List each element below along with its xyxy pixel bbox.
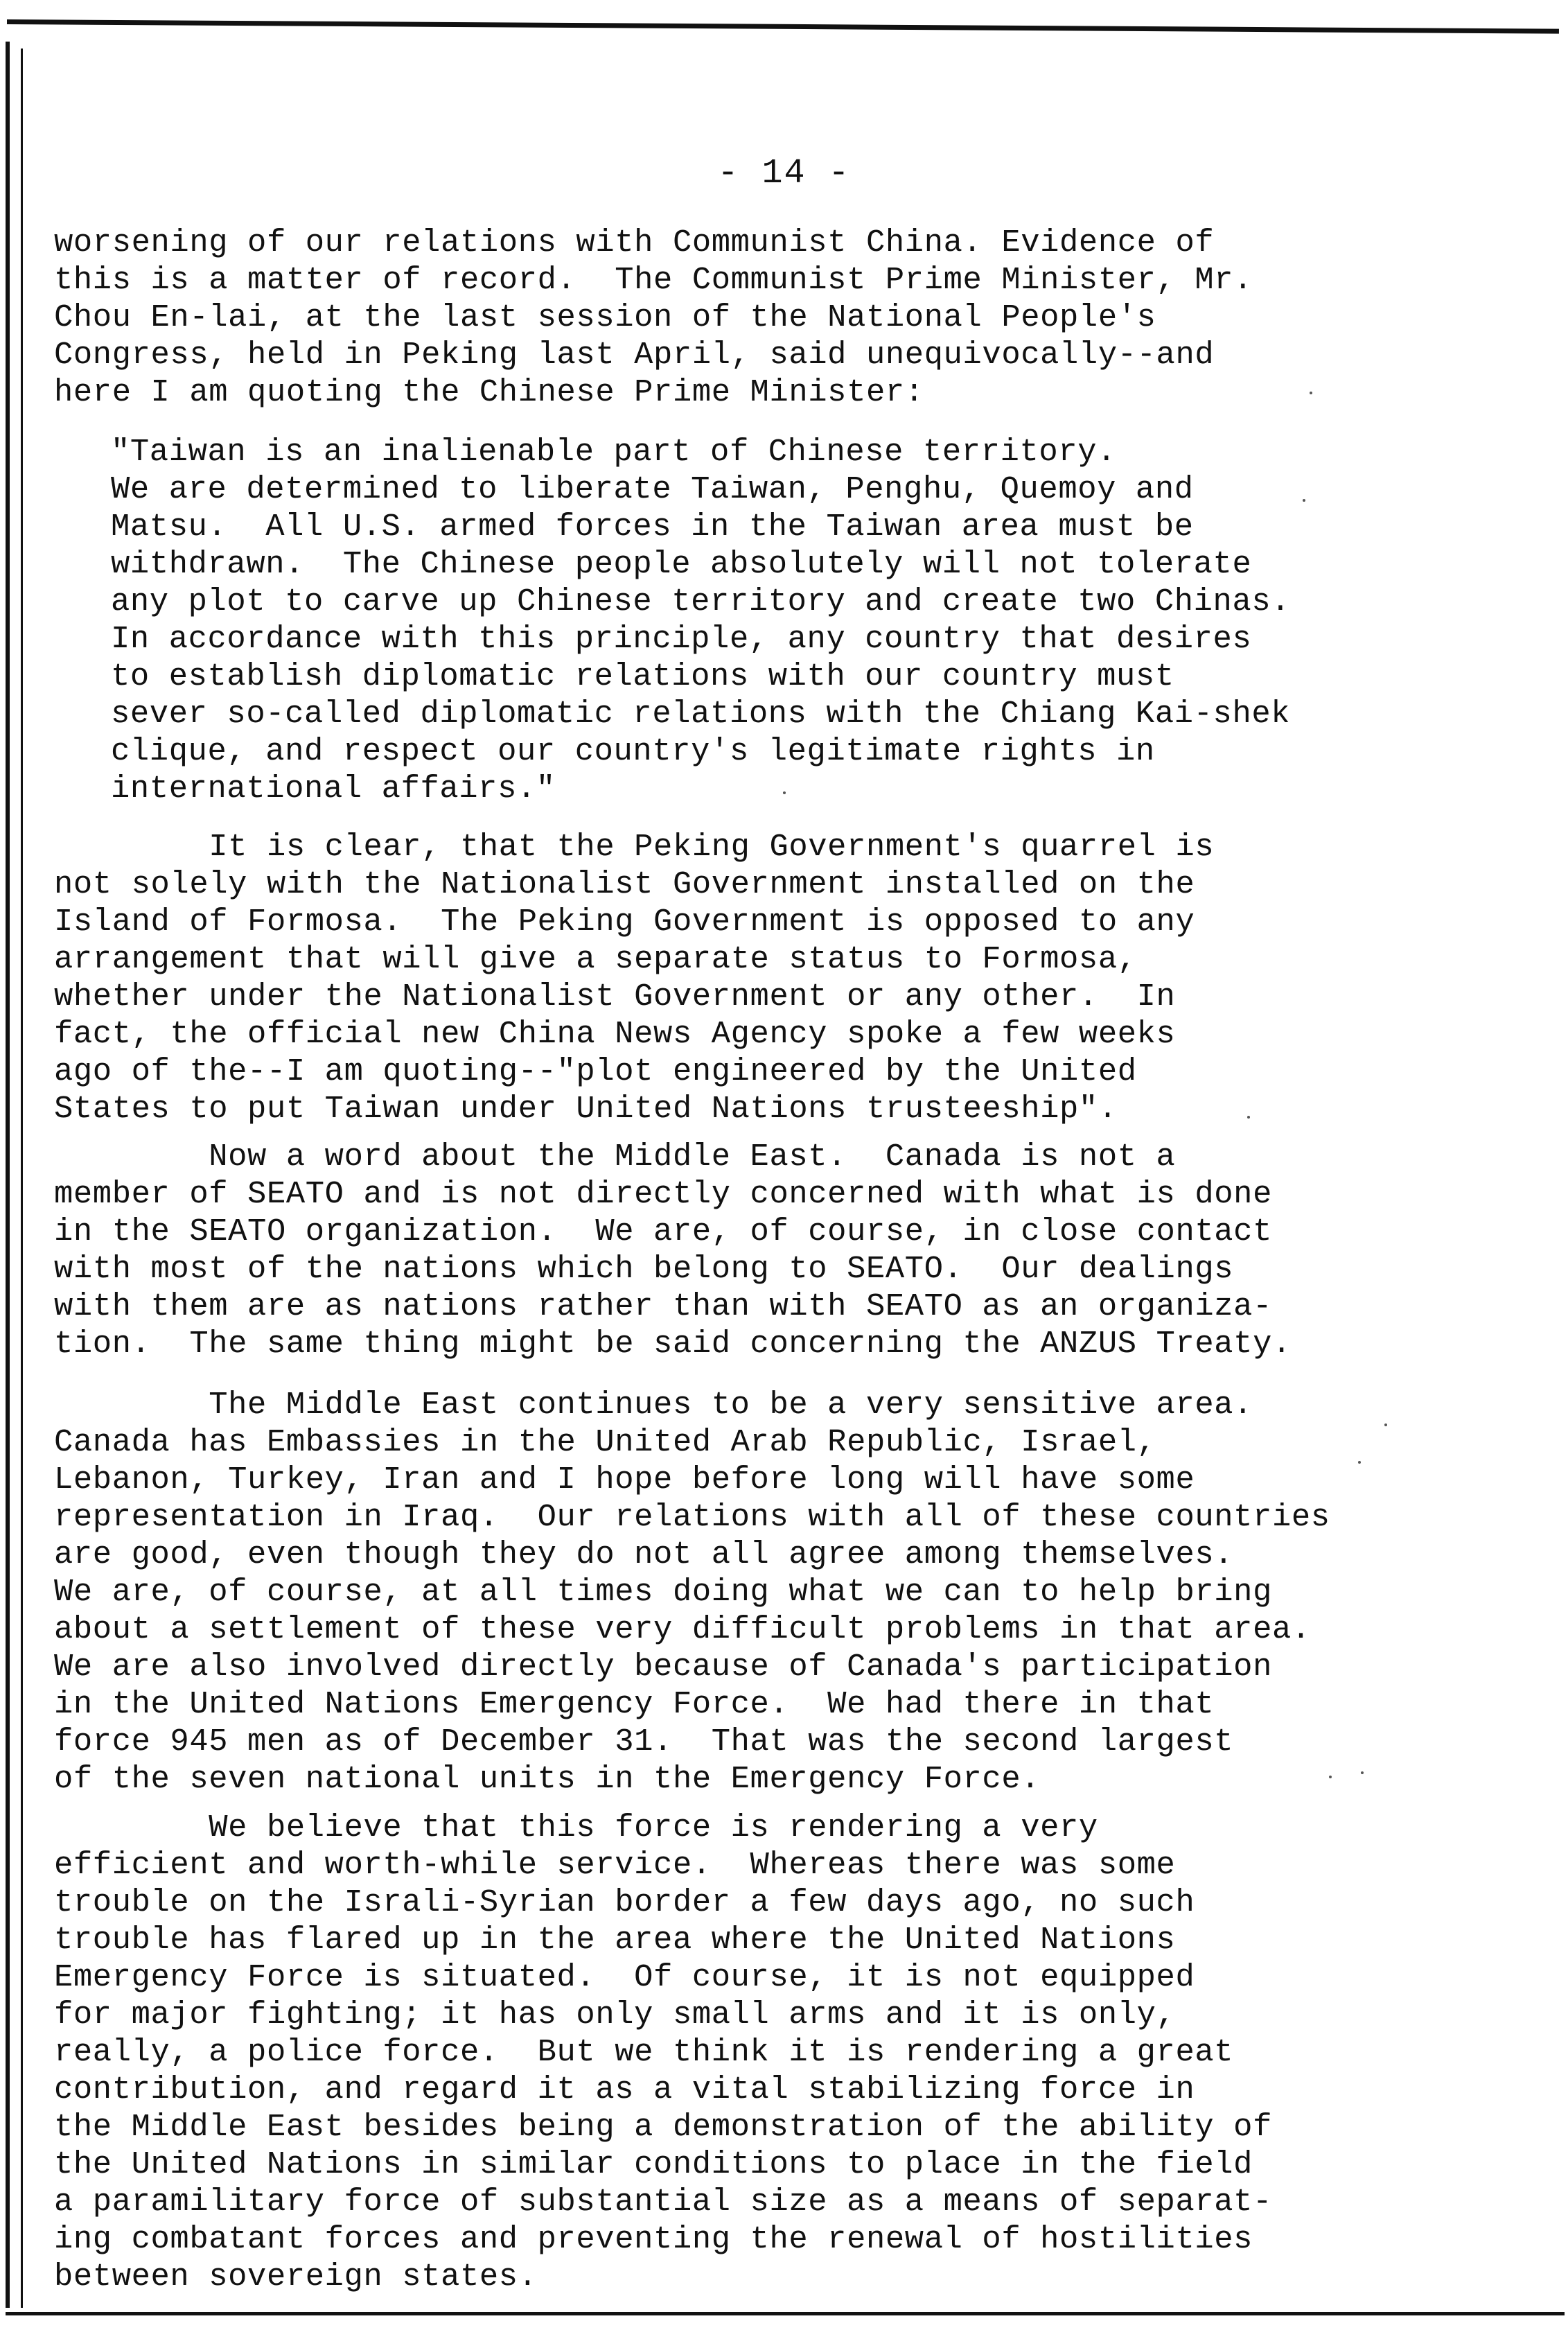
paragraph-continuation: worsening of our relations with Communist China. Evidence of this is a matter of record. The Communist Prime Minister, Mr. Chou En-lai, at the last session of the National People's Congress, held in Peking last April, said unequivocally--and here I am quoting the Chinese Prime Minister: (54, 225, 1253, 410)
paragraph-peking-government: It is clear, that the Peking Government's quarrel is not solely with the Nationalist Government installed on the Island of Formosa. The Peking Government is opposed to any arrangement that will give a separate status to Formosa, whether under the Nationalist Government or any other. In fact, the official new China News Agency spoke a few weeks ago of the--I am quoting--"plot engineered by the United States to put Taiwan under United Nations trusteeship". (54, 829, 1215, 1127)
page-border-left-inner (21, 49, 23, 2308)
page-border-top (7, 19, 1559, 34)
scan-speck (783, 791, 786, 794)
block-quote: "Taiwan is an inalienable part of Chinese territory. We are determined to liberate Taiwan, Penghu, Quemoy and Matsu. All U.S. armed forces in the Taiwan area must be withdrawn. The Chinese people absolutely will not tolerate any plot to carve up Chinese territory and create two Chinas. In accordance with this principle, any country that desires to establish diplomatic relations with our country must sever so-called diplomatic relations with the Chiang Kai-shek clique, and respect our country's legitimate rights in international affairs." (111, 434, 1291, 807)
scan-speck (1310, 392, 1312, 394)
scan-speck (1329, 1776, 1332, 1778)
page-number: - 14 - (717, 154, 851, 193)
paragraph-emergency-force: We believe that this force is rendering a very efficient and worth-while service. Whereas there was some trouble on the Israli-Syrian border a few days ago, no such trouble has flared up in the area where the United Nations Emergency Force is situated. Of course, it is not equipped for major fighting; it has only small arms and it is only, really, a police force. But we think it is rendering a great contribution, and regard it as a vital stabilizing force in the Middle East besides being a demonstration of the ability of the United Nations in similar conditions to place in the field a paramilitary force of substantial size as a means of separat- ing combatant forces and preventing the renewal of hostilities between sovereign states. (54, 1810, 1272, 2295)
scan-speck (1303, 499, 1305, 502)
paragraph-middle-east-sensitive: The Middle East continues to be a very sensitive area. Canada has Embassies in the United Arab Republic, Israel, Lebanon, Turkey, Iran and I hope before long will have some representation in Iraq. Our relations with all of these countries are good, even though they do not all agree among themselves. We are, of course, at all times doing what we can to help bring about a settlement of these very difficult problems in that area. We are also involved directly because of Canada's participation in the United Nations Emergency Force. We had there in that force 945 men as of December 31. That was the second largest of the seven national units in the Emergency Force. (54, 1387, 1330, 1797)
scan-speck (1247, 1116, 1250, 1119)
page-border-left (6, 42, 10, 2308)
scan-speck (1358, 1461, 1361, 1464)
scan-speck (1361, 1771, 1364, 1774)
page-border-bottom (6, 2312, 1565, 2315)
paragraph-middle-east-seato: Now a word about the Middle East. Canada is not a member of SEATO and is not directly concerned with what is done in the SEATO organization. We are, of course, in close contact with most of the nations which belong to SEATO. Our dealings with them are as nations rather than with SEATO as an organiza- tion. The same thing might be said concerning the ANZUS Treaty. (54, 1139, 1292, 1362)
scan-speck (1384, 1423, 1387, 1426)
